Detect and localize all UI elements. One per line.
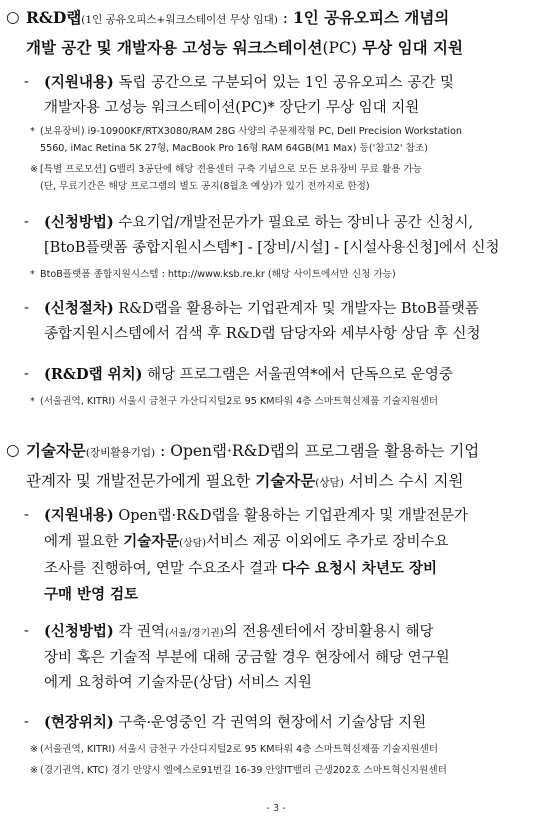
btob-platform-note: * BtoB플랫폼 종합지원시스템 : http://www.ksb.re.kr (해당 사이트에서만 신청 가능) (30, 269, 396, 280)
consulting-application-method: - (신청방법) 각 권역(서울/경기권)의 전용센터에서 장비활용시 해당 장비 혹은 기술적 부분에 대해 궁금할 경우 현장에서 해당 연구원 에게 요청하여 기술자문(상담) 서비스 지원 (24, 623, 450, 691)
section-title-paren: (1인 공유오피스+워크스테이션 무상 임대) (81, 14, 278, 26)
gyeonggi-center-note: ※ (경기권역, KTC) 경기 안양시 엘에스로91번길 16-39 안양IT밸리 근생202호 스마트혁신지원센터 (30, 765, 447, 776)
item-label: (신청방법) (44, 623, 114, 640)
consulting-support-content: - (지원내용) Open랩·R&D랩을 활용하는 기업관계자 및 개발전문가 에게 필요한 기술자문(상담)서비스 제공 이외에도 추가로 장비수요 조사를 진행하여, 연말 수요조사 결과 다수 요청시 차년도 장비 구매 반영 검토 (24, 507, 469, 603)
item-label: (신청절차) (44, 300, 114, 317)
section-title: 기술자문 (26, 441, 86, 460)
section-tech-consulting-heading: ○ 기술자문(장비활용기업) : Open랩·R&D랩의 프로그램을 활용하는 기업 관계자 및 개발전문가에게 필요한 기술자문(상담) 서비스 수시 지원 (6, 437, 546, 497)
item-label: (지원내용) (44, 507, 114, 524)
item-label: (현장위치) (44, 714, 114, 731)
consulting-site-location: - (현장위치) 구축·운영중인 각 권역의 현장에서 기술상담 지원 (24, 714, 427, 731)
rnd-application-procedure: - (신청절차) R&D랩을 활용하는 기업관계자 및 개발자는 BtoB플랫폼 종합지원시스템에서 검색 후 R&D랩 담당자와 세부사항 상담 후 신청 (24, 300, 481, 342)
item-label: (R&D랩 위치) (44, 366, 143, 383)
page-number: - 3 - (266, 803, 286, 814)
circle-bullet-icon: ○ (6, 8, 20, 26)
section-title: R&D랩 (26, 8, 82, 27)
circle-bullet-icon: ○ (6, 441, 20, 459)
equipment-note: * (보유장비) i9-10900KF/RTX3080/RAM 28G 사양의 주문제작형 PC, Dell Precision Workstation 5560, iMac Retina 5K 27형, MacBook Pro 16형 RAM 64GB(M1 Max) 등('참고2' 참조) (30, 126, 462, 154)
rnd-application-method: - (신청방법) 수요기업/개발전문가가 필요로 하는 장비나 공간 신청시, [BtoB플랫폼 종합지원시스템*] - [장비/시설] - [시설사용신청]에서 신청 (24, 214, 500, 256)
rnd-support-content: - (지원내용) 독립 공간으로 구분되어 있는 1인 공유오피스 공간 및 개발자용 고성능 워크스테이션(PC)* 장단기 무상 임대 지원 (24, 74, 454, 116)
item-label: (신청방법) (44, 214, 114, 231)
item-label: (지원내용) (44, 74, 114, 91)
seoul-center-note: ※ (서울권역, KITRI) 서울시 금천구 가산디지털2로 95 KM타워 4층 스마트혁신제품 기술지원센터 (30, 744, 439, 755)
seoul-location-note: * (서울권역, KITRI) 서울시 금천구 가산디지털2로 95 KM타워 4층 스마트혁신제품 기술지원센터 (30, 396, 439, 407)
special-promotion-note: ※ [특별 프로모션] G밸리 3공단에 해당 전용센터 구축 기념으로 모든 보유장비 무료 활용 가능 (단, 무료기간은 해당 프로그램의 별도 공지(8월초 예상)가 있기 전까지로 한정) (30, 164, 422, 192)
rnd-lab-location: - (R&D랩 위치) 해당 프로그램은 서울권역*에서 단독으로 운영중 (24, 366, 453, 383)
section-rnd-lab-heading: ○ R&D랩(1인 공유오피스+워크스테이션 무상 임대) : 1인 공유오피스 개념의 개발 공간 및 개발자용 고성능 워크스테이션(PC) 무상 임대 지원 (6, 4, 546, 62)
